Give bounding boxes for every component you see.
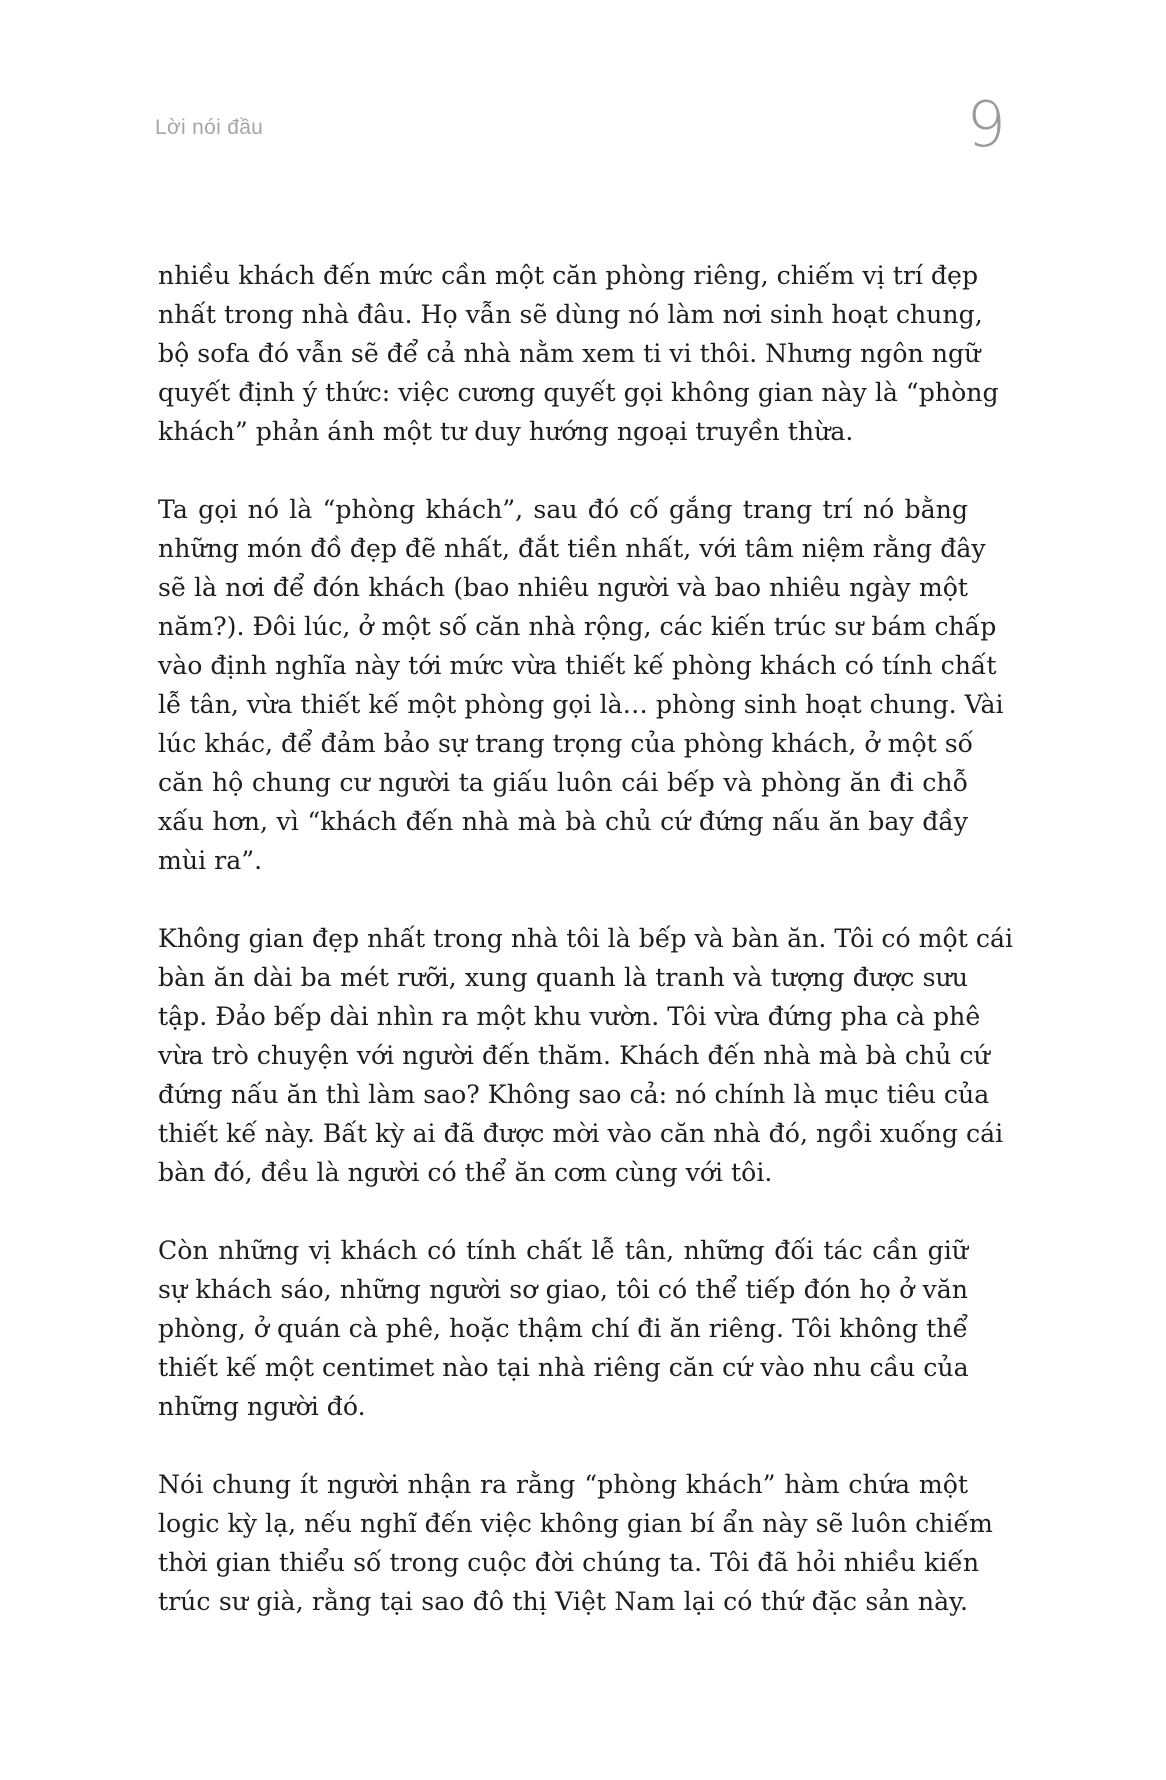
- text-line: phòng, ở quán cà phê, hoặc thậm chí đi ăn riêng. Tôi không thể: [158, 1314, 968, 1343]
- text-line: tập. Đảo bếp dài nhìn ra một khu vườn. Tôi vừa đứng pha cà phê: [158, 1002, 981, 1031]
- paragraph-1: [158, 256, 999, 451]
- paragraph-2: [158, 490, 1004, 880]
- text-line: Ta gọi nó là “phòng khách”, sau đó cố gắng trang trí nó bằng: [158, 495, 968, 524]
- text-line: những người đó.: [158, 1392, 366, 1421]
- text-line: quyết định ý thức: việc cương quyết gọi không gian này là “phòng: [158, 378, 999, 407]
- text-line: xấu hơn, vì “khách đến nhà mà bà chủ cứ đứng nấu ăn bay đầy: [158, 807, 968, 836]
- paragraph-5: [158, 1465, 993, 1621]
- text-line: nhất trong nhà đâu. Họ vẫn sẽ dùng nó làm nơi sinh hoạt chung,: [158, 300, 983, 329]
- text-line: đứng nấu ăn thì làm sao? Không sao cả: nó chính là mục tiêu của: [158, 1080, 990, 1109]
- page-number: 9: [966, 88, 1006, 161]
- paragraph-4: [158, 1231, 968, 1426]
- text-line: bộ sofa đó vẫn sẽ để cả nhà nằm xem ti vi thôi. Nhưng ngôn ngữ: [158, 339, 981, 368]
- text-line: bàn đó, đều là người có thể ăn cơm cùng với tôi.: [158, 1158, 773, 1187]
- text-line: vào định nghĩa này tới mức vừa thiết kế phòng khách có tính chất: [158, 651, 997, 680]
- text-line: lễ tân, vừa thiết kế một phòng gọi là… phòng sinh hoạt chung. Vài: [158, 690, 1004, 719]
- text-line: lúc khác, để đảm bảo sự trang trọng của phòng khách, ở một số: [158, 729, 974, 758]
- text-line: bàn ăn dài ba mét rưỡi, xung quanh là tranh và tượng được sưu: [158, 963, 968, 992]
- text-line: những món đồ đẹp đẽ nhất, đắt tiền nhất, với tâm niệm rằng đây: [158, 534, 986, 563]
- text-line: thời gian thiểu số trong cuộc đời chúng ta. Tôi đã hỏi nhiều kiến: [158, 1548, 980, 1577]
- running-head: Lời nói đầu: [155, 116, 264, 139]
- text-line: mùi ra”.: [158, 846, 263, 875]
- text-line: trúc sư già, rằng tại sao đô thị Việt Nam lại có thứ đặc sản này.: [158, 1587, 968, 1616]
- paragraph-3: [158, 919, 1014, 1192]
- text-line: sẽ là nơi để đón khách (bao nhiêu người và bao nhiêu ngày một: [158, 573, 968, 602]
- text-line: năm?). Đôi lúc, ở một số căn nhà rộng, các kiến trúc sư bám chấp: [158, 612, 997, 641]
- body-text: [158, 256, 1014, 1660]
- text-line: Còn những vị khách có tính chất lễ tân, những đối tác cần giữ: [158, 1236, 968, 1265]
- text-line: khách” phản ánh một tư duy hướng ngoại truyền thừa.: [158, 417, 854, 446]
- text-line: Không gian đẹp nhất trong nhà tôi là bếp và bàn ăn. Tôi có một cái: [158, 924, 1014, 953]
- text-line: nhiều khách đến mức cần một căn phòng riêng, chiếm vị trí đẹp: [158, 261, 979, 290]
- text-line: thiết kế này. Bất kỳ ai đã được mời vào căn nhà đó, ngồi xuống cái: [158, 1119, 1004, 1148]
- text-line: thiết kế một centimet nào tại nhà riêng căn cứ vào nhu cầu của: [158, 1353, 969, 1382]
- text-line: vừa trò chuyện với người đến thăm. Khách đến nhà mà bà chủ cứ: [158, 1041, 990, 1070]
- text-line: sự khách sáo, những người sơ giao, tôi có thể tiếp đón họ ở văn: [158, 1275, 968, 1304]
- text-line: căn hộ chung cư người ta giấu luôn cái bếp và phòng ăn đi chỗ: [158, 768, 968, 797]
- text-line: Nói chung ít người nhận ra rằng “phòng khách” hàm chứa một: [158, 1470, 968, 1499]
- text-line: logic kỳ lạ, nếu nghĩ đến việc không gian bí ẩn này sẽ luôn chiếm: [158, 1509, 993, 1538]
